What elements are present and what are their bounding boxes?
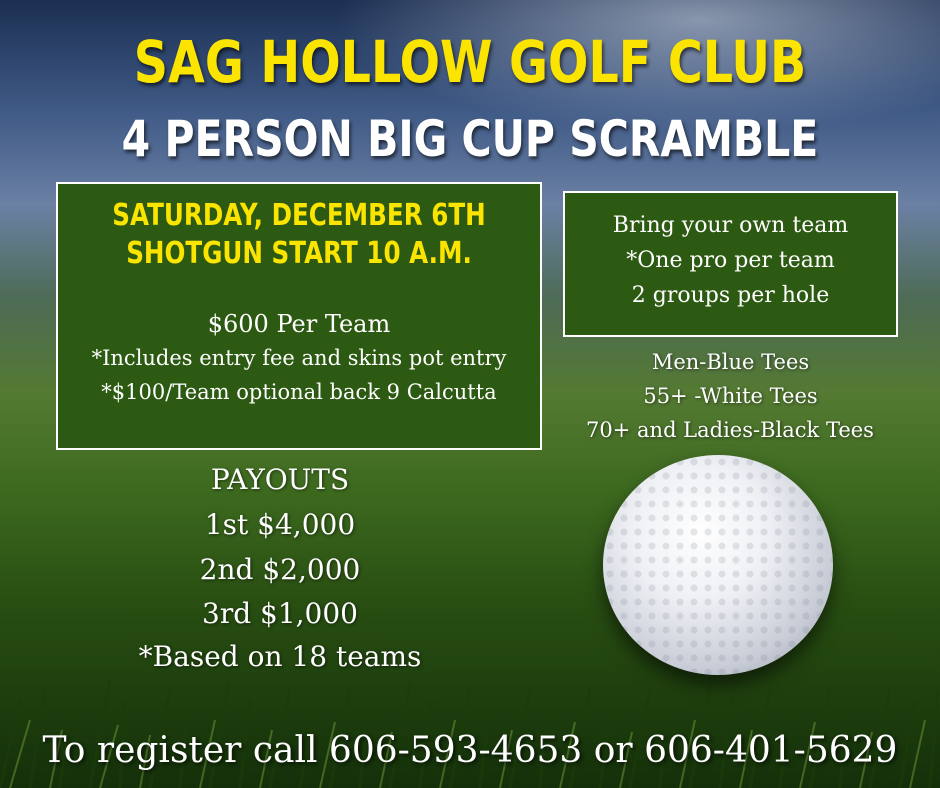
team-info-box xyxy=(563,191,898,337)
tees-ladies: 70+ and Ladies-Black Tees xyxy=(586,418,874,442)
team-price: $600 Per Team xyxy=(207,310,391,338)
tees-men: Men-Blue Tees xyxy=(651,350,810,374)
shotgun-start-time: SHOTGUN START 10 A.M. xyxy=(126,236,472,271)
payout-note: *Based on 18 teams xyxy=(138,640,422,673)
team-info-line-1: Bring your own team xyxy=(612,213,849,238)
team-info-line-3: 2 groups per hole xyxy=(631,283,830,308)
payout-first: 1st $4,000 xyxy=(204,508,356,541)
price-includes-note: *Includes entry fee and skins pot entry xyxy=(91,346,507,370)
event-details-box xyxy=(56,182,542,450)
payouts-heading: PAYOUTS xyxy=(210,463,350,496)
club-name-title: SAG HOLLOW GOLF CLUB xyxy=(133,28,807,96)
payout-second: 2nd $2,000 xyxy=(199,553,361,586)
payout-third: 3rd $1,000 xyxy=(202,597,358,630)
calcutta-note: *$100/Team optional back 9 Calcutta xyxy=(101,380,497,404)
golf-ball-image xyxy=(603,455,833,675)
tees-seniors: 55+ -White Tees xyxy=(643,384,818,408)
team-info-line-2: *One pro per team xyxy=(626,248,835,273)
registration-info: To register call 606-593-4653 or 606-401-5629 xyxy=(42,730,898,771)
event-date: SATURDAY, DECEMBER 6TH xyxy=(112,198,486,233)
event-name-title: 4 PERSON BIG CUP SCRAMBLE xyxy=(121,110,819,168)
